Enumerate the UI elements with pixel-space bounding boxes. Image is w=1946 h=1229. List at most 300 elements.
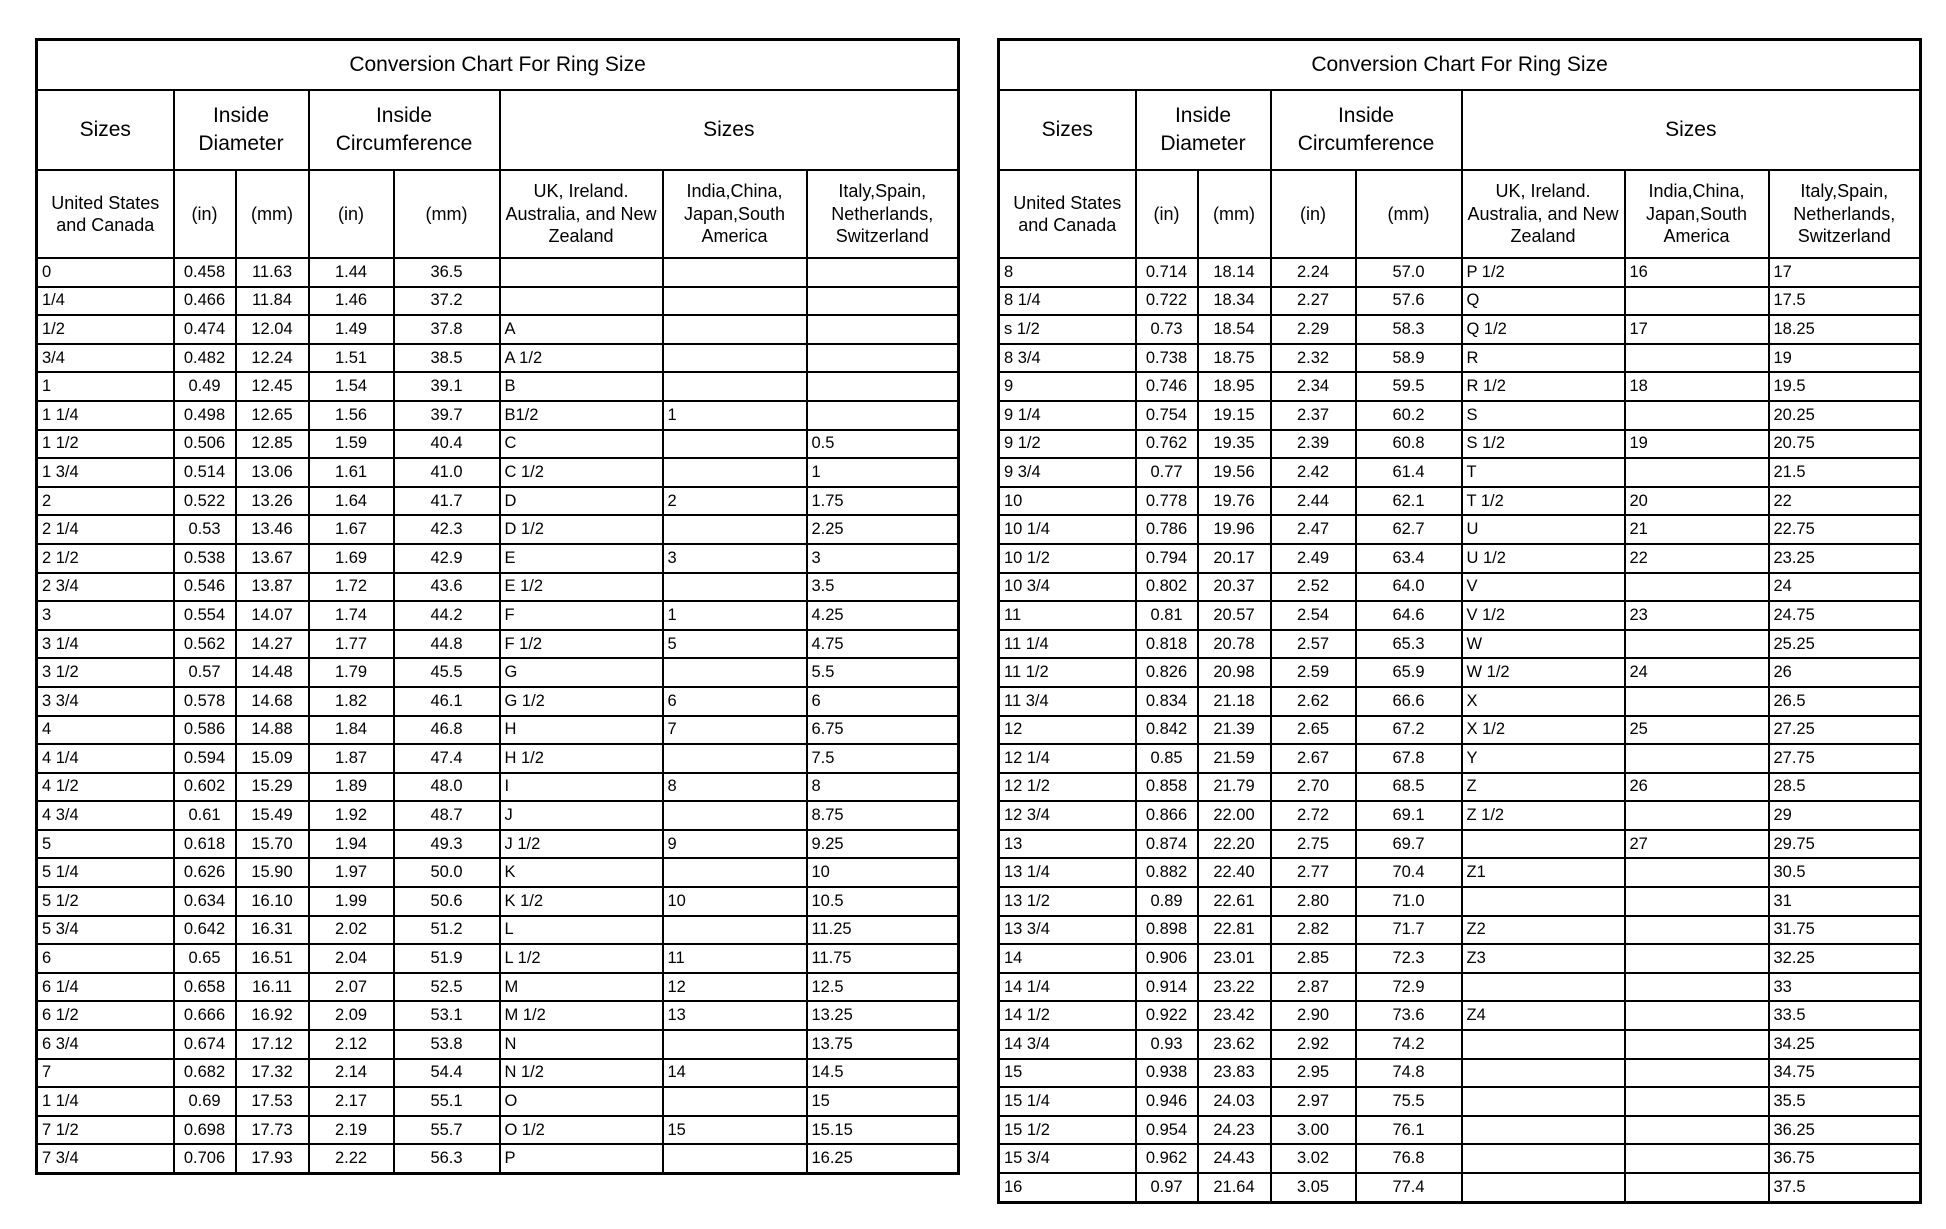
table-cell: 7 1/2 (37, 1116, 174, 1145)
table-cell: 39.7 (394, 401, 500, 430)
table-cell: 14 (999, 944, 1136, 973)
table-row (37, 744, 959, 773)
table-cell: 6 (37, 944, 174, 973)
table-cell: 56.3 (394, 1144, 500, 1173)
table-cell: 1.82 (309, 687, 394, 716)
table-row (999, 1116, 1921, 1145)
table-cell (1462, 1059, 1625, 1088)
table-cell: 10 1/2 (999, 544, 1136, 573)
table-cell: 15 (999, 1059, 1136, 1088)
table-cell: 2.49 (1271, 544, 1356, 573)
table-cell: 15 (663, 1116, 807, 1145)
table-row (37, 344, 959, 373)
table-cell: 16.51 (236, 944, 309, 973)
table-cell: 1.87 (309, 744, 394, 773)
table-cell: 62.7 (1356, 515, 1462, 544)
table-cell (663, 1030, 807, 1059)
table-cell: 3 1/4 (37, 630, 174, 659)
table-cell: 19.5 (1769, 372, 1921, 401)
table-cell (663, 1144, 807, 1173)
table-cell: 20.78 (1198, 630, 1271, 659)
table-cell: 8 (807, 773, 959, 802)
table-cell: 50.0 (394, 858, 500, 887)
table-cell: 2.32 (1271, 344, 1356, 373)
ring-size-conversion-table-left (35, 38, 960, 1175)
table-cell (663, 258, 807, 287)
table-cell: 12.45 (236, 372, 309, 401)
table-row (37, 944, 959, 973)
column-header-us-canada: United States and Canada (999, 170, 1136, 258)
table-cell: 2.80 (1271, 887, 1356, 916)
table-cell: 22.20 (1198, 830, 1271, 859)
table-cell: 18.54 (1198, 315, 1271, 344)
table-cell: 11 (663, 944, 807, 973)
table-cell: 0.5 (807, 430, 959, 459)
table-cell: C (500, 430, 663, 459)
table-cell: 44.8 (394, 630, 500, 659)
table-row (999, 430, 1921, 459)
table-row (999, 258, 1921, 287)
table-cell (663, 801, 807, 830)
table-cell: J 1/2 (500, 830, 663, 859)
table-cell (500, 258, 663, 287)
table-row (999, 716, 1921, 745)
table-cell: 12 3/4 (999, 801, 1136, 830)
column-header-india-china: India,China, Japan,South America (1625, 170, 1769, 258)
table-row (999, 315, 1921, 344)
table-cell: 0.77 (1136, 458, 1198, 487)
table-cell (1625, 401, 1769, 430)
table-cell: 2.24 (1271, 258, 1356, 287)
table-cell: 2 (37, 487, 174, 516)
table-cell: Z2 (1462, 916, 1625, 945)
table-cell: 30.5 (1769, 858, 1921, 887)
table-cell: 0.586 (174, 716, 236, 745)
table-cell: 26 (1625, 773, 1769, 802)
table-row (37, 1144, 959, 1173)
table-cell: Q 1/2 (1462, 315, 1625, 344)
table-cell: 0.874 (1136, 830, 1198, 859)
table-cell: 22.40 (1198, 858, 1271, 887)
table-cell: 0 (37, 258, 174, 287)
table-cell: M (500, 973, 663, 1002)
table-cell: 37.5 (1769, 1173, 1921, 1202)
table-cell: 0.658 (174, 973, 236, 1002)
table-row (37, 687, 959, 716)
table-cell: 48.7 (394, 801, 500, 830)
table-cell: 1 (37, 372, 174, 401)
table-cell: 3 (663, 544, 807, 573)
table-cell: 2.97 (1271, 1087, 1356, 1116)
table-cell: 20.98 (1198, 658, 1271, 687)
table-cell: 4.75 (807, 630, 959, 659)
table-cell (807, 372, 959, 401)
table-cell: 2.72 (1271, 801, 1356, 830)
table-cell: 0.466 (174, 287, 236, 316)
table-cell: 21 (1625, 515, 1769, 544)
table-cell: 60.2 (1356, 401, 1462, 430)
table-cell: 13.25 (807, 1001, 959, 1030)
table-cell: 2.44 (1271, 487, 1356, 516)
table-cell: 14 (663, 1059, 807, 1088)
table-cell: 0.722 (1136, 287, 1198, 316)
table-cell: 17.93 (236, 1144, 309, 1173)
table-cell: 1.97 (309, 858, 394, 887)
table-row (37, 887, 959, 916)
table-cell: 0.674 (174, 1030, 236, 1059)
table-cell: 67.8 (1356, 744, 1462, 773)
table-cell: 0.474 (174, 315, 236, 344)
table-cell: 0.73 (1136, 315, 1198, 344)
table-cell: 0.602 (174, 773, 236, 802)
table-cell: 12.65 (236, 401, 309, 430)
table-row (37, 430, 959, 459)
table-cell: 59.5 (1356, 372, 1462, 401)
table-cell: 11 3/4 (999, 687, 1136, 716)
table-cell: 23 (1625, 601, 1769, 630)
table-cell: 39.1 (394, 372, 500, 401)
column-header-italy-spain: Italy,Spain, Netherlands, Switzerland (1769, 170, 1921, 258)
table-cell: 0.89 (1136, 887, 1198, 916)
table-cell: 1.49 (309, 315, 394, 344)
table-row (999, 744, 1921, 773)
table-row (37, 1059, 959, 1088)
table-cell: 17.5 (1769, 287, 1921, 316)
table-cell (663, 1087, 807, 1116)
table-cell: 13 1/4 (999, 858, 1136, 887)
table-cell: 50.6 (394, 887, 500, 916)
table-cell: 0.922 (1136, 1001, 1198, 1030)
table-row (999, 1030, 1921, 1059)
table-cell: 46.1 (394, 687, 500, 716)
table-cell: 37.2 (394, 287, 500, 316)
table-cell: 36.25 (1769, 1116, 1921, 1145)
table-cell: 54.4 (394, 1059, 500, 1088)
table-cell: 2.54 (1271, 601, 1356, 630)
table-cell: C 1/2 (500, 458, 663, 487)
table-row (37, 716, 959, 745)
table-cell: 9 3/4 (999, 458, 1136, 487)
table-cell: 9.25 (807, 830, 959, 859)
table-cell: 15.29 (236, 773, 309, 802)
table-cell: 24.23 (1198, 1116, 1271, 1145)
column-header-row (999, 170, 1921, 258)
table-cell: 13.06 (236, 458, 309, 487)
table-cell: 4 1/4 (37, 744, 174, 773)
table-cell: L 1/2 (500, 944, 663, 973)
table-cell: 0.682 (174, 1059, 236, 1088)
table-cell: 14.5 (807, 1059, 959, 1088)
table-cell: K 1/2 (500, 887, 663, 916)
table-cell: 55.1 (394, 1087, 500, 1116)
table-cell: 17.73 (236, 1116, 309, 1145)
table-cell: 23.25 (1769, 544, 1921, 573)
table-title-row (999, 40, 1921, 91)
table-row (999, 372, 1921, 401)
table-cell (1625, 973, 1769, 1002)
table-cell: 71.0 (1356, 887, 1462, 916)
table-cell: 2 1/2 (37, 544, 174, 573)
table-row (37, 258, 959, 287)
table-cell: R 1/2 (1462, 372, 1625, 401)
table-cell: 10 1/4 (999, 515, 1136, 544)
table-row (999, 801, 1921, 830)
table-cell: 0.714 (1136, 258, 1198, 287)
table-cell: 33 (1769, 973, 1921, 1002)
table-cell: 36.75 (1769, 1144, 1921, 1173)
table-cell: Z3 (1462, 944, 1625, 973)
table-cell: 47.4 (394, 744, 500, 773)
table-cell: 15 (807, 1087, 959, 1116)
table-cell: A (500, 315, 663, 344)
table-cell: 1.99 (309, 887, 394, 916)
column-header-uk-ireland: UK, Ireland. Australia, and New Zealand (500, 170, 663, 258)
table-cell (1625, 887, 1769, 916)
table-cell: 15.49 (236, 801, 309, 830)
table-cell (1462, 1030, 1625, 1059)
table-cell: 5.5 (807, 658, 959, 687)
table-cell: 0.65 (174, 944, 236, 973)
table-cell: 0.634 (174, 887, 236, 916)
table-cell: H 1/2 (500, 744, 663, 773)
table-row (999, 601, 1921, 630)
table-cell: L (500, 916, 663, 945)
table-cell: 2.22 (309, 1144, 394, 1173)
table-cell: 0.786 (1136, 515, 1198, 544)
table-cell: 14.27 (236, 630, 309, 659)
table-cell (807, 258, 959, 287)
table-cell: 0.514 (174, 458, 236, 487)
table-cell: 27.25 (1769, 716, 1921, 745)
table-cell: W 1/2 (1462, 658, 1625, 687)
table-cell: 53.8 (394, 1030, 500, 1059)
table-row (37, 315, 959, 344)
table-cell: 1.46 (309, 287, 394, 316)
table-cell: 9 1/2 (999, 430, 1136, 459)
table-row (999, 973, 1921, 1002)
table-cell: 2.14 (309, 1059, 394, 1088)
table-cell: 22.75 (1769, 515, 1921, 544)
table-cell: 15.70 (236, 830, 309, 859)
table-cell: 12.04 (236, 315, 309, 344)
column-header-circumference-in: (in) (309, 170, 394, 258)
column-header-diameter-mm: (mm) (236, 170, 309, 258)
table-cell: 13 (663, 1001, 807, 1030)
table-cell: 2 3/4 (37, 573, 174, 602)
table-cell: 0.482 (174, 344, 236, 373)
table-cell: N (500, 1030, 663, 1059)
table-cell: 1.75 (807, 487, 959, 516)
table-cell: A 1/2 (500, 344, 663, 373)
table-cell: 5 3/4 (37, 916, 174, 945)
table-cell: 74.2 (1356, 1030, 1462, 1059)
table-cell (663, 515, 807, 544)
table-cell: 7 3/4 (37, 1144, 174, 1173)
table-cell: 58.3 (1356, 315, 1462, 344)
table-cell: 19.96 (1198, 515, 1271, 544)
table-cell: 44.2 (394, 601, 500, 630)
table-cell: 14.07 (236, 601, 309, 630)
table-cell: 3/4 (37, 344, 174, 373)
table-cell: 31.75 (1769, 916, 1921, 945)
table-cell: 1.67 (309, 515, 394, 544)
table-cell: 22 (1769, 487, 1921, 516)
table-cell: 27 (1625, 830, 1769, 859)
table-cell: 51.9 (394, 944, 500, 973)
table-cell: 57.6 (1356, 287, 1462, 316)
table-cell: B (500, 372, 663, 401)
table-cell: 65.3 (1356, 630, 1462, 659)
table-cell: W (1462, 630, 1625, 659)
table-cell: P (500, 1144, 663, 1173)
table-cell: 8.75 (807, 801, 959, 830)
table-cell: E (500, 544, 663, 573)
table-cell: 0.522 (174, 487, 236, 516)
table-cell: 13.75 (807, 1030, 959, 1059)
table-cell (663, 458, 807, 487)
table-row (999, 658, 1921, 687)
table-cell: 18.25 (1769, 315, 1921, 344)
table-cell: 2.47 (1271, 515, 1356, 544)
table-cell: 24 (1769, 573, 1921, 602)
table-row (999, 630, 1921, 659)
table-cell: 0.834 (1136, 687, 1198, 716)
table-cell: M 1/2 (500, 1001, 663, 1030)
table-cell: 2.02 (309, 916, 394, 945)
table-cell: 2.70 (1271, 773, 1356, 802)
column-header-circumference-in: (in) (1271, 170, 1356, 258)
table-cell (663, 287, 807, 316)
table-cell: Q (1462, 287, 1625, 316)
table-cell: 2.52 (1271, 573, 1356, 602)
table-cell: 0.642 (174, 916, 236, 945)
table-cell: 24.75 (1769, 601, 1921, 630)
table-row (999, 887, 1921, 916)
table-cell: 34.25 (1769, 1030, 1921, 1059)
table-row (999, 458, 1921, 487)
table-cell: 14 1/4 (999, 973, 1136, 1002)
table-cell: 8 1/4 (999, 287, 1136, 316)
table-cell: 4 1/2 (37, 773, 174, 802)
table-cell: 9 (663, 830, 807, 859)
table-cell: 2.85 (1271, 944, 1356, 973)
table-cell: 12.24 (236, 344, 309, 373)
table-cell: 1.56 (309, 401, 394, 430)
table-cell: 15.90 (236, 858, 309, 887)
table-cell: O (500, 1087, 663, 1116)
table-row (999, 401, 1921, 430)
table-cell: 5 1/4 (37, 858, 174, 887)
table-cell: B1/2 (500, 401, 663, 430)
table-cell: 11 (999, 601, 1136, 630)
table-cell: 63.4 (1356, 544, 1462, 573)
table-cell: 7.5 (807, 744, 959, 773)
table-cell: 2.75 (1271, 830, 1356, 859)
table-cell: 2.95 (1271, 1059, 1356, 1088)
table-cell: 0.754 (1136, 401, 1198, 430)
table-cell: 2.29 (1271, 315, 1356, 344)
table-cell (1625, 944, 1769, 973)
table-cell (807, 315, 959, 344)
table-cell: 7 (37, 1059, 174, 1088)
table-cell: 1.77 (309, 630, 394, 659)
table-cell: 17.12 (236, 1030, 309, 1059)
table-cell: D (500, 487, 663, 516)
table-row (37, 573, 959, 602)
table-cell: 0.666 (174, 1001, 236, 1030)
table-cell: 0.914 (1136, 973, 1198, 1002)
table-cell: 15.09 (236, 744, 309, 773)
table-cell: X 1/2 (1462, 716, 1625, 745)
table-cell: 19.15 (1198, 401, 1271, 430)
table-cell: 12 1/2 (999, 773, 1136, 802)
table-cell (1625, 744, 1769, 773)
table-cell: 36.5 (394, 258, 500, 287)
table-cell: 0.554 (174, 601, 236, 630)
group-header-row (37, 90, 959, 170)
table-cell: 69.1 (1356, 801, 1462, 830)
table-row (999, 944, 1921, 973)
table-cell: 17.53 (236, 1087, 309, 1116)
table-cell: 71.7 (1356, 916, 1462, 945)
table-cell (663, 372, 807, 401)
table-cell: 18.34 (1198, 287, 1271, 316)
table-cell (1462, 973, 1625, 1002)
table-cell (1625, 344, 1769, 373)
column-header-diameter-in: (in) (174, 170, 236, 258)
table-cell: 4 (37, 716, 174, 745)
table-row (999, 1087, 1921, 1116)
table-cell (1625, 801, 1769, 830)
table-cell (663, 344, 807, 373)
table-cell: 65.9 (1356, 658, 1462, 687)
table-cell: 69.7 (1356, 830, 1462, 859)
table-cell: 20.25 (1769, 401, 1921, 430)
table-cell: T (1462, 458, 1625, 487)
table-cell: 75.5 (1356, 1087, 1462, 1116)
table-cell (1625, 1087, 1769, 1116)
table-row (37, 1087, 959, 1116)
table-cell (807, 344, 959, 373)
table-cell: 20.37 (1198, 573, 1271, 602)
table-cell: 1.54 (309, 372, 394, 401)
table-cell: 14 1/2 (999, 1001, 1136, 1030)
table-cell: 0.962 (1136, 1144, 1198, 1173)
table-cell (1625, 1144, 1769, 1173)
table-cell: 11.84 (236, 287, 309, 316)
column-header-diameter-in: (in) (1136, 170, 1198, 258)
table-row (37, 515, 959, 544)
table-cell: 76.1 (1356, 1116, 1462, 1145)
table-cell: 17 (1625, 315, 1769, 344)
table-cell: 0.938 (1136, 1059, 1198, 1088)
table-cell: 0.778 (1136, 487, 1198, 516)
table-cell: 12 (999, 716, 1136, 745)
table-cell: 23.42 (1198, 1001, 1271, 1030)
table-cell: 9 1/4 (999, 401, 1136, 430)
table-cell: V 1/2 (1462, 601, 1625, 630)
column-header-row (37, 170, 959, 258)
table-cell: 48.0 (394, 773, 500, 802)
table-cell: 61.4 (1356, 458, 1462, 487)
table-cell: 1.84 (309, 716, 394, 745)
table-row (37, 830, 959, 859)
table-cell: 0.858 (1136, 773, 1198, 802)
table-row (37, 801, 959, 830)
table-cell: 8 3/4 (999, 344, 1136, 373)
table-cell: 13 1/2 (999, 887, 1136, 916)
table-cell: 2.09 (309, 1001, 394, 1030)
